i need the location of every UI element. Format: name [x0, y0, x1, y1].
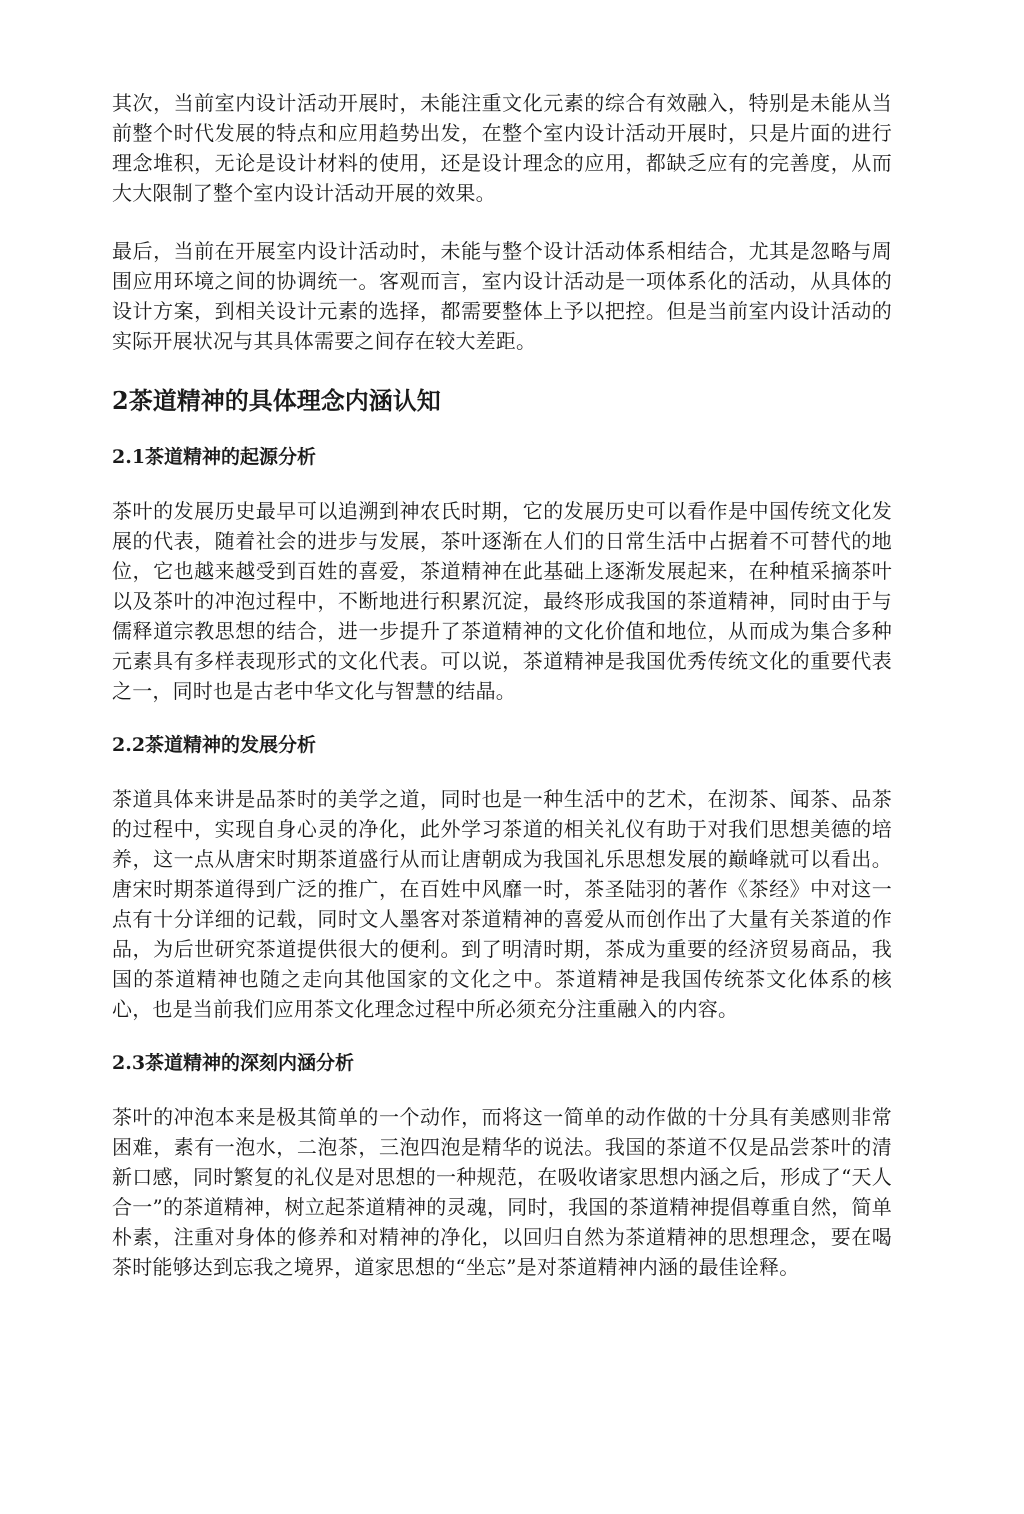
section-2-1-body: 茶叶的发展历史最早可以追溯到神农氏时期，它的发展历史可以看作是中国传统文化发展的代表，随着社会的进步与发展，茶叶逐渐在人们的日常生活中占据着不可替代的地位，它也越来越受到百姓的喜爱，茶道精神在此基础上逐渐发展起来，在种植采摘茶叶以及茶叶的冲泡过程中，不断地进行积累沉淀，最终形成我国的茶道精神，同时由于与儒释道宗教思想的结合，进一步提升了茶道精神的文化价值和地位，从而成为集合多种元素具有多样表现形式的文化代表。可以说，茶道精神是我国优秀传统文化的重要代表之一，同时也是古老中华文化与智慧的结晶。	[112, 499, 892, 703]
section-2-2-body: 茶道具体来讲是品茶时的美学之道，同时也是一种生活中的艺术，在沏茶、闻茶、品茶的过程中，实现自身心灵的净化，此外学习茶道的相关礼仪有助于对我们思想美德的培养，这一点从唐宋时期茶道盛行从而让唐朝成为我国礼乐思想发展的巅峰就可以看出。唐宋时期茶道得到广泛的推广，在百姓中风靡一时，茶圣陆羽的著作《茶经》中对这一点有十分详细的记载，同时文人墨客对茶道精神的喜爱从而创作出了大量有关茶道的作品，为后世研究茶道提供很大的便利。到了明清时期，茶成为重要的经济贸易商品，我国的茶道精神也随之走向其他国家的文化之中。茶道精神是我国传统茶文化体系的核心，也是当前我们应用茶文化理念过程中所必须充分注重融入的内容。	[112, 787, 892, 1021]
section-2-2-heading: 2.2茶道精神的发展分析	[112, 734, 317, 756]
paragraph-challenges-system: 最后，当前在开展室内设计活动时，未能与整个设计活动体系相结合，尤其是忽略与周围应用环境之间的协调统一。客观而言，室内设计活动是一项体系化的活动，从具体的设计方案，到相关设计元素的选择，都需要整体上予以把控。但是当前室内设计活动的实际开展状况与其具体需要之间存在较大差距。	[112, 239, 892, 353]
spacer	[112, 472, 892, 496]
spacer	[112, 706, 892, 730]
paragraph-challenges-culture: 其次，当前室内设计活动开展时，未能注重文化元素的综合有效融入，特别是未能从当前整个时代发展的特点和应用趋势出发，在整个室内设计活动开展时，只是片面的进行理念堆积，无论是设计材料的使用，还是设计理念的应用，都缺乏应有的完善度，从而大大限制了整个室内设计活动开展的效果。	[112, 91, 892, 205]
section-2-3-body: 茶叶的冲泡本来是极其简单的一个动作，而将这一简单的动作做的十分具有美感则非常困难，素有一泡水，二泡茶，三泡四泡是精华的说法。我国的茶道不仅是品尝茶叶的清新口感，同时繁复的礼仪是对思想的一种规范，在吸收诸家思想内涵之后，形成了“天人合一”的茶道精神，树立起茶道精神的灵魂，同时，我国的茶道精神提倡尊重自然，简单朴素，注重对身体的修养和对精神的净化，以回归自然为茶道精神的思想理念，要在喝茶时能够达到忘我之境界，道家思想的“坐忘”是对茶道精神内涵的最佳诠释。	[112, 1105, 892, 1279]
spacer	[112, 760, 892, 784]
spacer	[112, 1024, 892, 1048]
spacer	[112, 208, 892, 236]
document-page	[112, 88, 892, 1282]
section-2-3-heading: 2.3茶道精神的深刻内涵分析	[112, 1052, 355, 1074]
spacer	[112, 1078, 892, 1102]
section-2-heading: 2茶道精神的具体理念内涵认知	[112, 386, 441, 415]
section-2-1-heading: 2.1茶道精神的起源分析	[112, 446, 317, 468]
spacer	[112, 356, 892, 384]
spacer	[112, 418, 892, 442]
